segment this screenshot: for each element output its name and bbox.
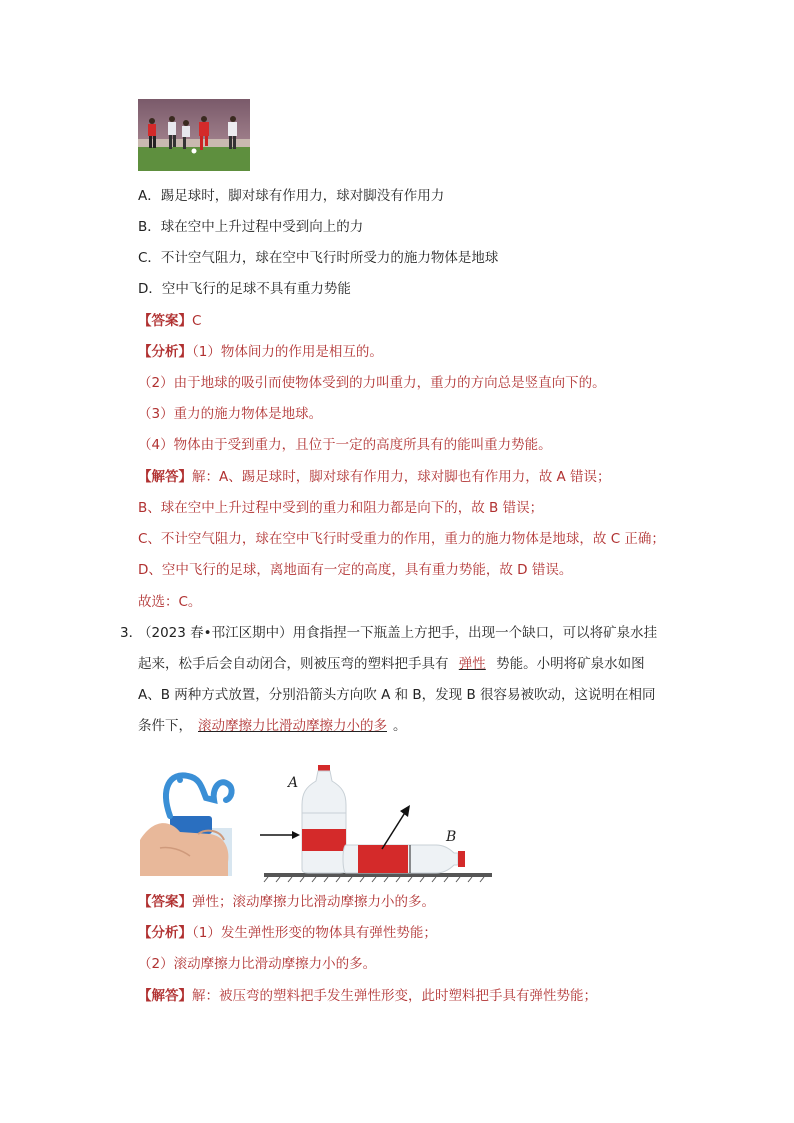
option-a: A．踢足球时，脚对球有作用力，球对脚没有作用力 xyxy=(138,188,445,204)
q2-solution-line-4: D、空中飞行的足球，离地面有一定的高度，具有重力势能，故 D 错误。 xyxy=(138,562,573,578)
q3-stem-text: 起来，松手后会自动闭合，则被压弯的塑料把手具有 xyxy=(138,656,449,672)
option-b: B．球在空中上升过程中受到向上的力 xyxy=(138,219,364,235)
q2-analysis-line-2: （2）由于地球的吸引而使物体受到的力叫重力，重力的方向总是竖直向下的。 xyxy=(138,375,606,391)
q3-stem-line-1: （2023 春•邗江区期中）用食指捏一下瓶盖上方把手，出现一个缺口，可以将矿泉水挂 xyxy=(138,625,658,641)
option-c: C．不计空气阻力，球在空中飞行时所受力的施力物体是地球 xyxy=(138,250,499,266)
label-b: B xyxy=(446,829,457,845)
solution-tag: 【解答】 xyxy=(138,988,192,1004)
q3-analysis-line-1 xyxy=(138,923,437,943)
soccer-photo xyxy=(138,99,250,171)
q3-stem-text: 条件下， xyxy=(138,718,192,734)
q3-blank-1: 弹性 xyxy=(458,656,486,672)
q2-analysis-line-4: （4）物体由于受到重力，且位于一定的高度所具有的能叫重力势能。 xyxy=(138,437,552,453)
q2-solution-line-1 xyxy=(138,467,611,487)
q3-number: 3． xyxy=(120,625,143,641)
bottles-ab-diagram xyxy=(258,765,494,883)
q3-solution-line-1 xyxy=(138,986,597,1006)
answer-tag: 【答案】 xyxy=(138,313,192,329)
q3-stem-text: 势能。小明将矿泉水如图 xyxy=(496,656,645,672)
solution-text: 解：被压弯的塑料把手发生弹性形变，此时塑料把手具有弹性势能； xyxy=(192,988,597,1004)
q2-analysis-line-3: （3）重力的施力物体是地球。 xyxy=(138,406,323,422)
analysis-text: （1）发生弹性形变的物体具有弹性势能； xyxy=(192,925,437,941)
answer-value: C xyxy=(192,313,202,329)
analysis-text: （1）物体间力的作用是相互的。 xyxy=(192,344,383,360)
q3-blank-2: 滚动摩擦力比滑动摩擦力小的多 xyxy=(198,718,387,734)
q2-solution-line-3: C、不计空气阻力，球在空中飞行时受重力的作用，重力的施力物体是地球，故 C 正确； xyxy=(138,531,665,547)
q3-answer-line xyxy=(138,892,435,912)
solution-text: 解：A、踢足球时，脚对球有作用力，球对脚也有作用力，故 A 错误； xyxy=(192,469,611,485)
answer-value: 弹性；滚动摩擦力比滑动摩擦力小的多。 xyxy=(192,894,435,910)
option-d: D．空中飞行的足球不具有重力势能 xyxy=(138,281,351,297)
q2-solution-line-2: B、球在空中上升过程中受到的重力和阻力都是向下的，故 B 错误； xyxy=(138,500,544,516)
q3-analysis-line-2: （2）滚动摩擦力比滑动摩擦力小的多。 xyxy=(138,956,377,972)
bottle-cap-handle-photo xyxy=(140,758,242,876)
q2-analysis-line-1 xyxy=(138,342,383,362)
q2-answer-line xyxy=(138,311,201,331)
q2-solution-conclusion: 故选：C。 xyxy=(138,594,202,610)
label-a: A xyxy=(288,775,299,791)
analysis-tag: 【分析】 xyxy=(138,925,192,941)
q3-stem-line-4 xyxy=(138,716,407,736)
q3-stem-text: 。 xyxy=(393,718,407,734)
q3-stem-line-2 xyxy=(138,654,645,674)
solution-tag: 【解答】 xyxy=(138,469,192,485)
answer-tag: 【答案】 xyxy=(138,894,192,910)
analysis-tag: 【分析】 xyxy=(138,344,192,360)
q3-stem-line-3: A、B 两种方式放置，分别沿箭头方向吹 A 和 B，发现 B 很容易被吹动，这说明在相同 xyxy=(138,687,656,703)
